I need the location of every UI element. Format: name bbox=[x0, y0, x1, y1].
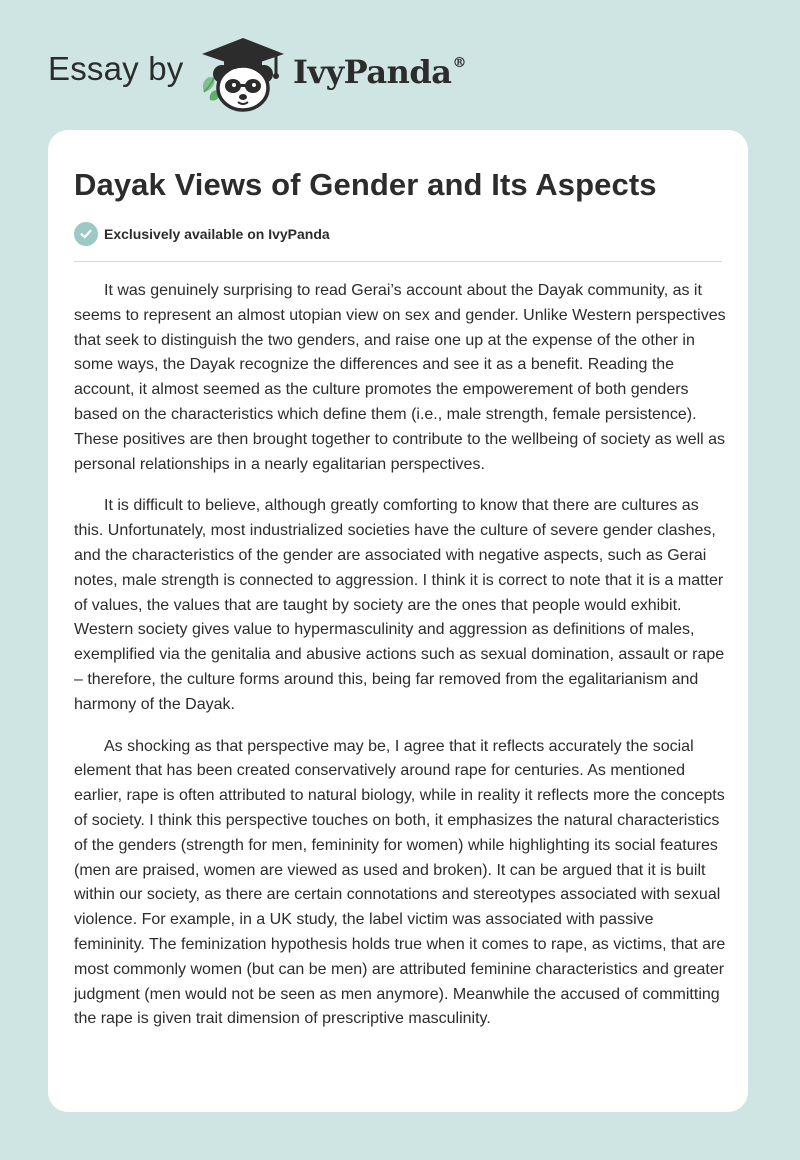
essay-by-label: Essay by bbox=[48, 50, 184, 87]
exclusive-badge-label: Exclusively available on IvyPanda bbox=[104, 226, 330, 242]
essay-paragraph: As shocking as that perspective may be, I agree that it reflects accurately the social element that has been created conservatively around rape for centuries. As mentioned earlier, rape is often attributed to natural biology, while in reality it reflects more the concepts of society. I think this perspective touches on both, it emphasizes the natural characteristics of the genders (strength for men, femininity for women) while highlighting its social features (men are praised, women are viewed as used and broken). It can be argued that it is built within our society, as there are certain connotations and stereotypes associated with sexual violence. For example, in a UK study, the label victim was associated with passive femininity. The feminization hypothesis holds true when it comes to rape, as victims, that are most commonly women (but can be men) are attributed feminine characteristics and greater judgment (men would not be seen as men anymore). Meanwhile the accused of committing the rape is given trait dimension of prescriptive masculinity. bbox=[74, 737, 726, 1028]
check-circle-icon bbox=[74, 222, 98, 246]
essay-paragraph: It is difficult to believe, although greatly comforting to know that there are cultures as this. Unfortunately, most industrialized societies have the culture of severe gender clashes, and the characteristics of the gender are associated with negative aspects, such as Gerai notes, male strength is connected to aggression. I think it is correct to note that it is a matter of values, the values that are taught by society are the ones that people would exhibit. Western society gives value to hypermasculinity and aggression as definitions of males, exemplified via the genitalia and abusive actions such as sexual domination, assault or rape – therefore, the culture forms around this, being far removed from the egalitarianism and harmony of the Dayak. bbox=[74, 497, 725, 713]
essay-title: Dayak Views of Gender and Its Aspects bbox=[74, 167, 657, 202]
site-header bbox=[0, 0, 800, 130]
essay-card bbox=[48, 130, 748, 1112]
brand-name[interactable] bbox=[293, 53, 466, 91]
exclusive-badge bbox=[74, 222, 330, 246]
brand-text: IvyPanda bbox=[293, 53, 452, 91]
essay-body bbox=[74, 279, 726, 1049]
panda-graduate-logo-icon[interactable] bbox=[198, 34, 288, 112]
essay-paragraph: It was genuinely surprising to read Gerai’s account about the Dayak community, as it seems to represent an almost utopian view on sex and gender. Unlike Western perspectives that seek to distinguish the two genders, and raise one up at the expense of the other in some ways, the Dayak recognize the differences and see it as a benefit. Reading the account, it almost seemed as the culture promotes the empowerement of both genders based on the characteristics which define them (i.e., male strength, female persistence). These positives are then brought together to contribute to the wellbeing of society as well as personal relationships in a nearly egalitarian perspectives. bbox=[74, 282, 726, 473]
title-divider bbox=[74, 261, 722, 262]
registered-mark: ® bbox=[452, 55, 466, 71]
